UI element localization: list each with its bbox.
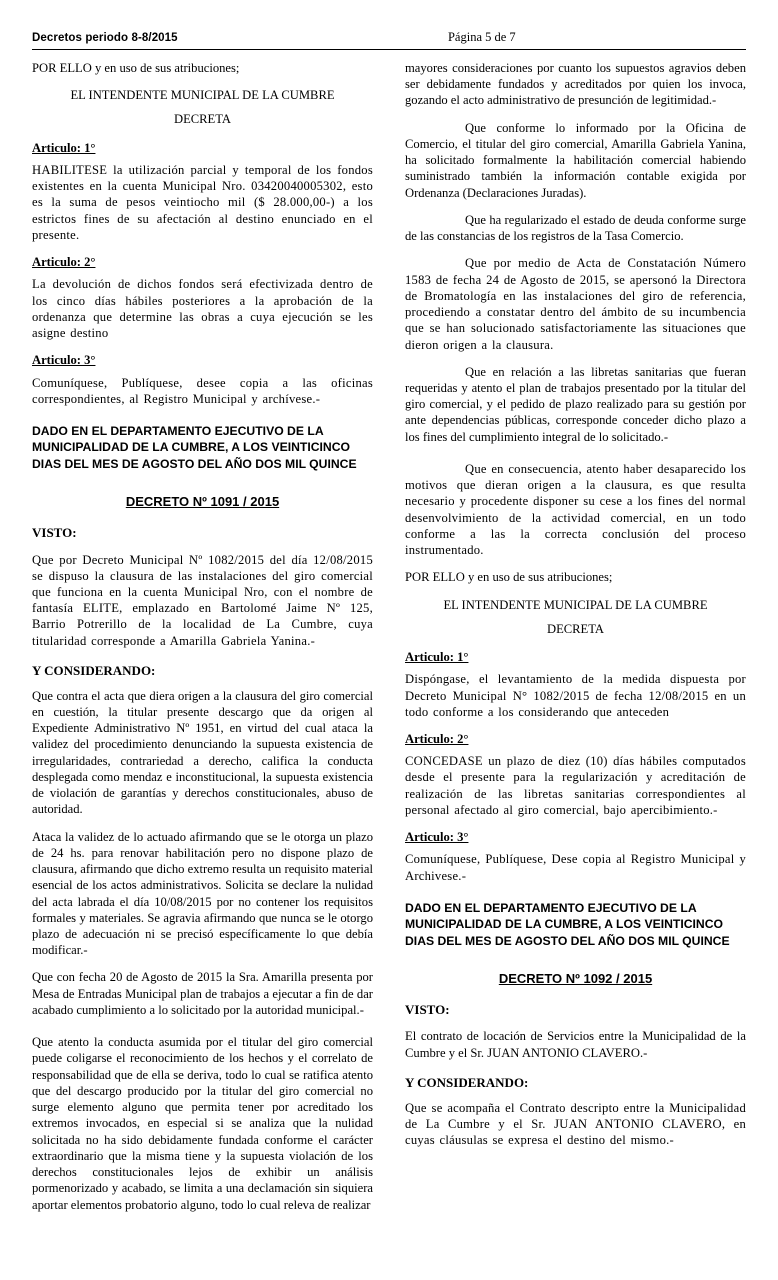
articulo-2-text-right: CONCEDASE un plazo de diez (10) días hábiles computados desde el presente para la regularización y acreditación de realización de las libretas sanitarias correspondientes al personal afectado al giro comercial, bajo apercibimiento.- bbox=[405, 754, 746, 817]
considerando-p1-left: Que contra el acta que diera origen a la clausura del giro comercial en cuestión, la titular presente descargo que da origen al Expediente Administrativo Nº 1951, en virtud del cual ataca la validez del procedimiento denunciando la supuesta existencia de irregularidades, contrariedad a derecho, califica la conducta desplegada como mendaz e inconstitucional, la supuesta existencia de violación de garantías y derechos constitucionales, abuso de autoridad. bbox=[32, 688, 373, 817]
articulo-3-text-right: Comuníquese, Publíquese, Dese copia al Registro Municipal y Archivese.- bbox=[405, 852, 746, 883]
intendente-left: EL INTENDENTE MUNICIPAL DE LA CUMBRE bbox=[70, 88, 335, 103]
por-ello-left: POR ELLO y en uso de sus atribuciones; bbox=[32, 61, 240, 75]
considerando-label-left: Y CONSIDERANDO: bbox=[32, 662, 156, 678]
considerando-p3-left: Que con fecha 20 de Agosto de 2015 la Sra. Amarilla presenta por Mesa de Entradas Municipal plan de trabajos a ejecutar a fin de dar acabado cumplimiento a lo solicitado por la autoridad municipal.- bbox=[32, 970, 373, 1017]
right-column bbox=[389, 60, 746, 1224]
articulo-1-label-right: Articulo: 1° bbox=[405, 650, 469, 665]
continuacion-p1-right: mayores consideraciones por cuanto los supuestos agravios deben ser debidamente fundados y acreditados por quien los invoca, gozando el acto administrativo de presunción de legitimidad.- bbox=[405, 61, 746, 108]
decreto-1092-title: DECRETO Nº 1092 / 2015 bbox=[498, 970, 653, 986]
dado-left: DADO EN EL DEPARTAMENTO EJECUTIVO DE LA MUNICIPALIDAD DE LA CUMBRE, A LOS VEINTICINCO DIAS DEL MES DE AGOSTO DEL AÑO DOS MIL QUINCE bbox=[32, 423, 357, 471]
articulo-3-text-left: Comuníquese, Publíquese, desee copia a las oficinas correspondientes, al Registro Municipal y archívese.- bbox=[32, 375, 373, 406]
considerando-p2-right: Que conforme lo informado por la Oficina de Comercio, el titular del giro comercial, Amarilla Gabriela Yanina, ha solicitado formalmente la habilitación comercial habiendo suministrado también la información contable exigida por Ordenanza (Declaraciones Juradas). bbox=[405, 120, 746, 200]
articulo-1-text-left: HABILITESE la utilización parcial y temporal de los fondos existentes en la cuenta Municipal Nro. 03420040005302, esto es la suma de pesos veintiocho mil ($ 28.000,00-) a los estrictos fines de su afectación al destino enunciado en el presente. bbox=[32, 162, 373, 242]
articulo-3-label-left: Articulo: 3° bbox=[32, 353, 96, 368]
considerando-p4-right: Que por medio de Acta de Constatación Número 1583 de fecha 24 de Agosto de 2015, se apersonó la Directora de Bromatología en las instalaciones del giro de referencia, procediendo a constatar dentro del ámbito de su incumbencia que se han solucionado satisfactoriamente las situaciones que dieron origen a la clausura. bbox=[405, 256, 746, 352]
considerando-final-right: Que se acompaña el Contrato descripto entre la Municipalidad de La Cumbre y el Sr. JUAN ANTONIO CLAVERO, en cuyas cláusulas se expresa el destino del mismo.- bbox=[405, 1100, 746, 1148]
considerando-label-right: Y CONSIDERANDO: bbox=[405, 1074, 529, 1090]
considerando-p4-left: Que atento la conducta asumida por el titular del giro comercial puede coligarse el reconocimiento de los hechos y el correlato de responsabilidad que de ella se deriva, todo lo cual se ratifica atento que del descargo producido por la titular del giro comercial no surge elemento alguno que permita tener por acreditado los extremos invocados, en especial si se analiza que la nulidad solicitada no ha sido debidamente fundada conforme el carácter extraordinario que la misma tiene y la supuesta violación de los derechos constitucionales lejos de exhibir un análisis pormenorizado y acabado, se limita a una declamación sin siquiera aportar elementos probatorio alguno, todo lo cual releva de realizar bbox=[32, 1035, 373, 1212]
header-periodo: Decretos periodo 8-8/2015 bbox=[32, 32, 178, 44]
considerando-p2-left: Ataca la validez de lo actuado afirmando que se le otorga un plazo de 24 hs. para renovar habilitación pero no dispone plazo de clausura, afirmando que dicho extremo resulta un requisito material esencial de los actos administrativos. Solicita se declare la nulidad del acta labrada el día 10/08/2015 por no contener los requisitos formales y materiales. Se agravia afirmando que nunca se le otorgo plazo de adecuación ni se precisó específicamente lo que debía modificar.- bbox=[32, 829, 373, 958]
visto-label-left: VISTO: bbox=[32, 524, 77, 540]
visto-text-left: Que por Decreto Municipal Nº 1082/2015 del día 12/08/2015 se dispuso la clausura de las instalaciones del giro comercial que funciona en la cuenta Municipal Nro, con el nombre de fantasía ELITE, emplazado en Bartolomé Jaime Nº 125, Barrio Potrerillo de la localidad de La Cumbre, cuya titularidad corresponde a Amarilla Gabriela Yanina.- bbox=[32, 552, 373, 648]
articulo-2-text-left: La devolución de dichos fondos será efectivizada dentro de los cinco días hábiles posteriores a la aprobación de la ordenanza que determine las obras a cuya ejecución se les asigne destino bbox=[32, 277, 373, 341]
articulo-3-label-right: Articulo: 3° bbox=[405, 830, 469, 845]
decreto-1091-title: DECRETO Nº 1091 / 2015 bbox=[125, 494, 280, 510]
page-header bbox=[32, 0, 746, 50]
two-column-body bbox=[32, 60, 746, 1224]
decreta-right: DECRETA bbox=[546, 621, 605, 636]
articulo-2-label-right: Articulo: 2° bbox=[405, 731, 469, 746]
left-column bbox=[32, 60, 389, 1224]
visto-label-right: VISTO: bbox=[405, 1001, 450, 1017]
articulo-2-label-left: Articulo: 2° bbox=[32, 255, 96, 270]
considerando-p6-right: Que en consecuencia, atento haber desaparecido los motivos que dieran origen a la clausura, es que resulta necesario y procedente disponer su cese a los fines del normal desenvolvimiento de la actividad comercial, en un todo conforme a las la correcta conclusión del proceso instrumentado. bbox=[405, 461, 746, 558]
considerando-p3-right: Que ha regularizado el estado de deuda conforme surge de las constancias de los registros de la Tasa Comercio. bbox=[405, 212, 746, 244]
visto-text-right: El contrato de locación de Servicios entre la Municipalidad de la Cumbre y el Sr. JUAN ANTONIO CLAVERO.- bbox=[405, 1029, 746, 1060]
por-ello-right: POR ELLO y en uso de sus atribuciones; bbox=[405, 570, 613, 585]
decreta-left: DECRETA bbox=[173, 112, 232, 127]
articulo-1-label-left: Articulo: 1° bbox=[32, 140, 96, 155]
header-page-number: Página 5 de 7 bbox=[447, 30, 516, 44]
articulo-1-text-right: Dispóngase, el levantamiento de la medida dispuesta por Decreto Municipal N° 1082/2015 de fecha 12/08/2015 en un todo conforme a los considerando que anteceden bbox=[405, 672, 746, 719]
considerando-p5-right: Que en relación a las libretas sanitarias que fueran requeridas y atento el plan de trabajos presentado por la titular del giro comercial, y el pedido de plazo realizado para su gestión por ante dependencias públicas, corresponde conceder dicho plazo a los fines del cumplimiento integral de lo solicitado.- bbox=[405, 364, 746, 444]
intendente-right: EL INTENDENTE MUNICIPAL DE LA CUMBRE bbox=[443, 597, 708, 612]
dado-right: DADO EN EL DEPARTAMENTO EJECUTIVO DE LA MUNICIPALIDAD DE LA CUMBRE, A LOS VEINTICINCO DIAS DEL MES DE AGOSTO DEL AÑO DOS MIL QUINCE bbox=[405, 900, 730, 948]
